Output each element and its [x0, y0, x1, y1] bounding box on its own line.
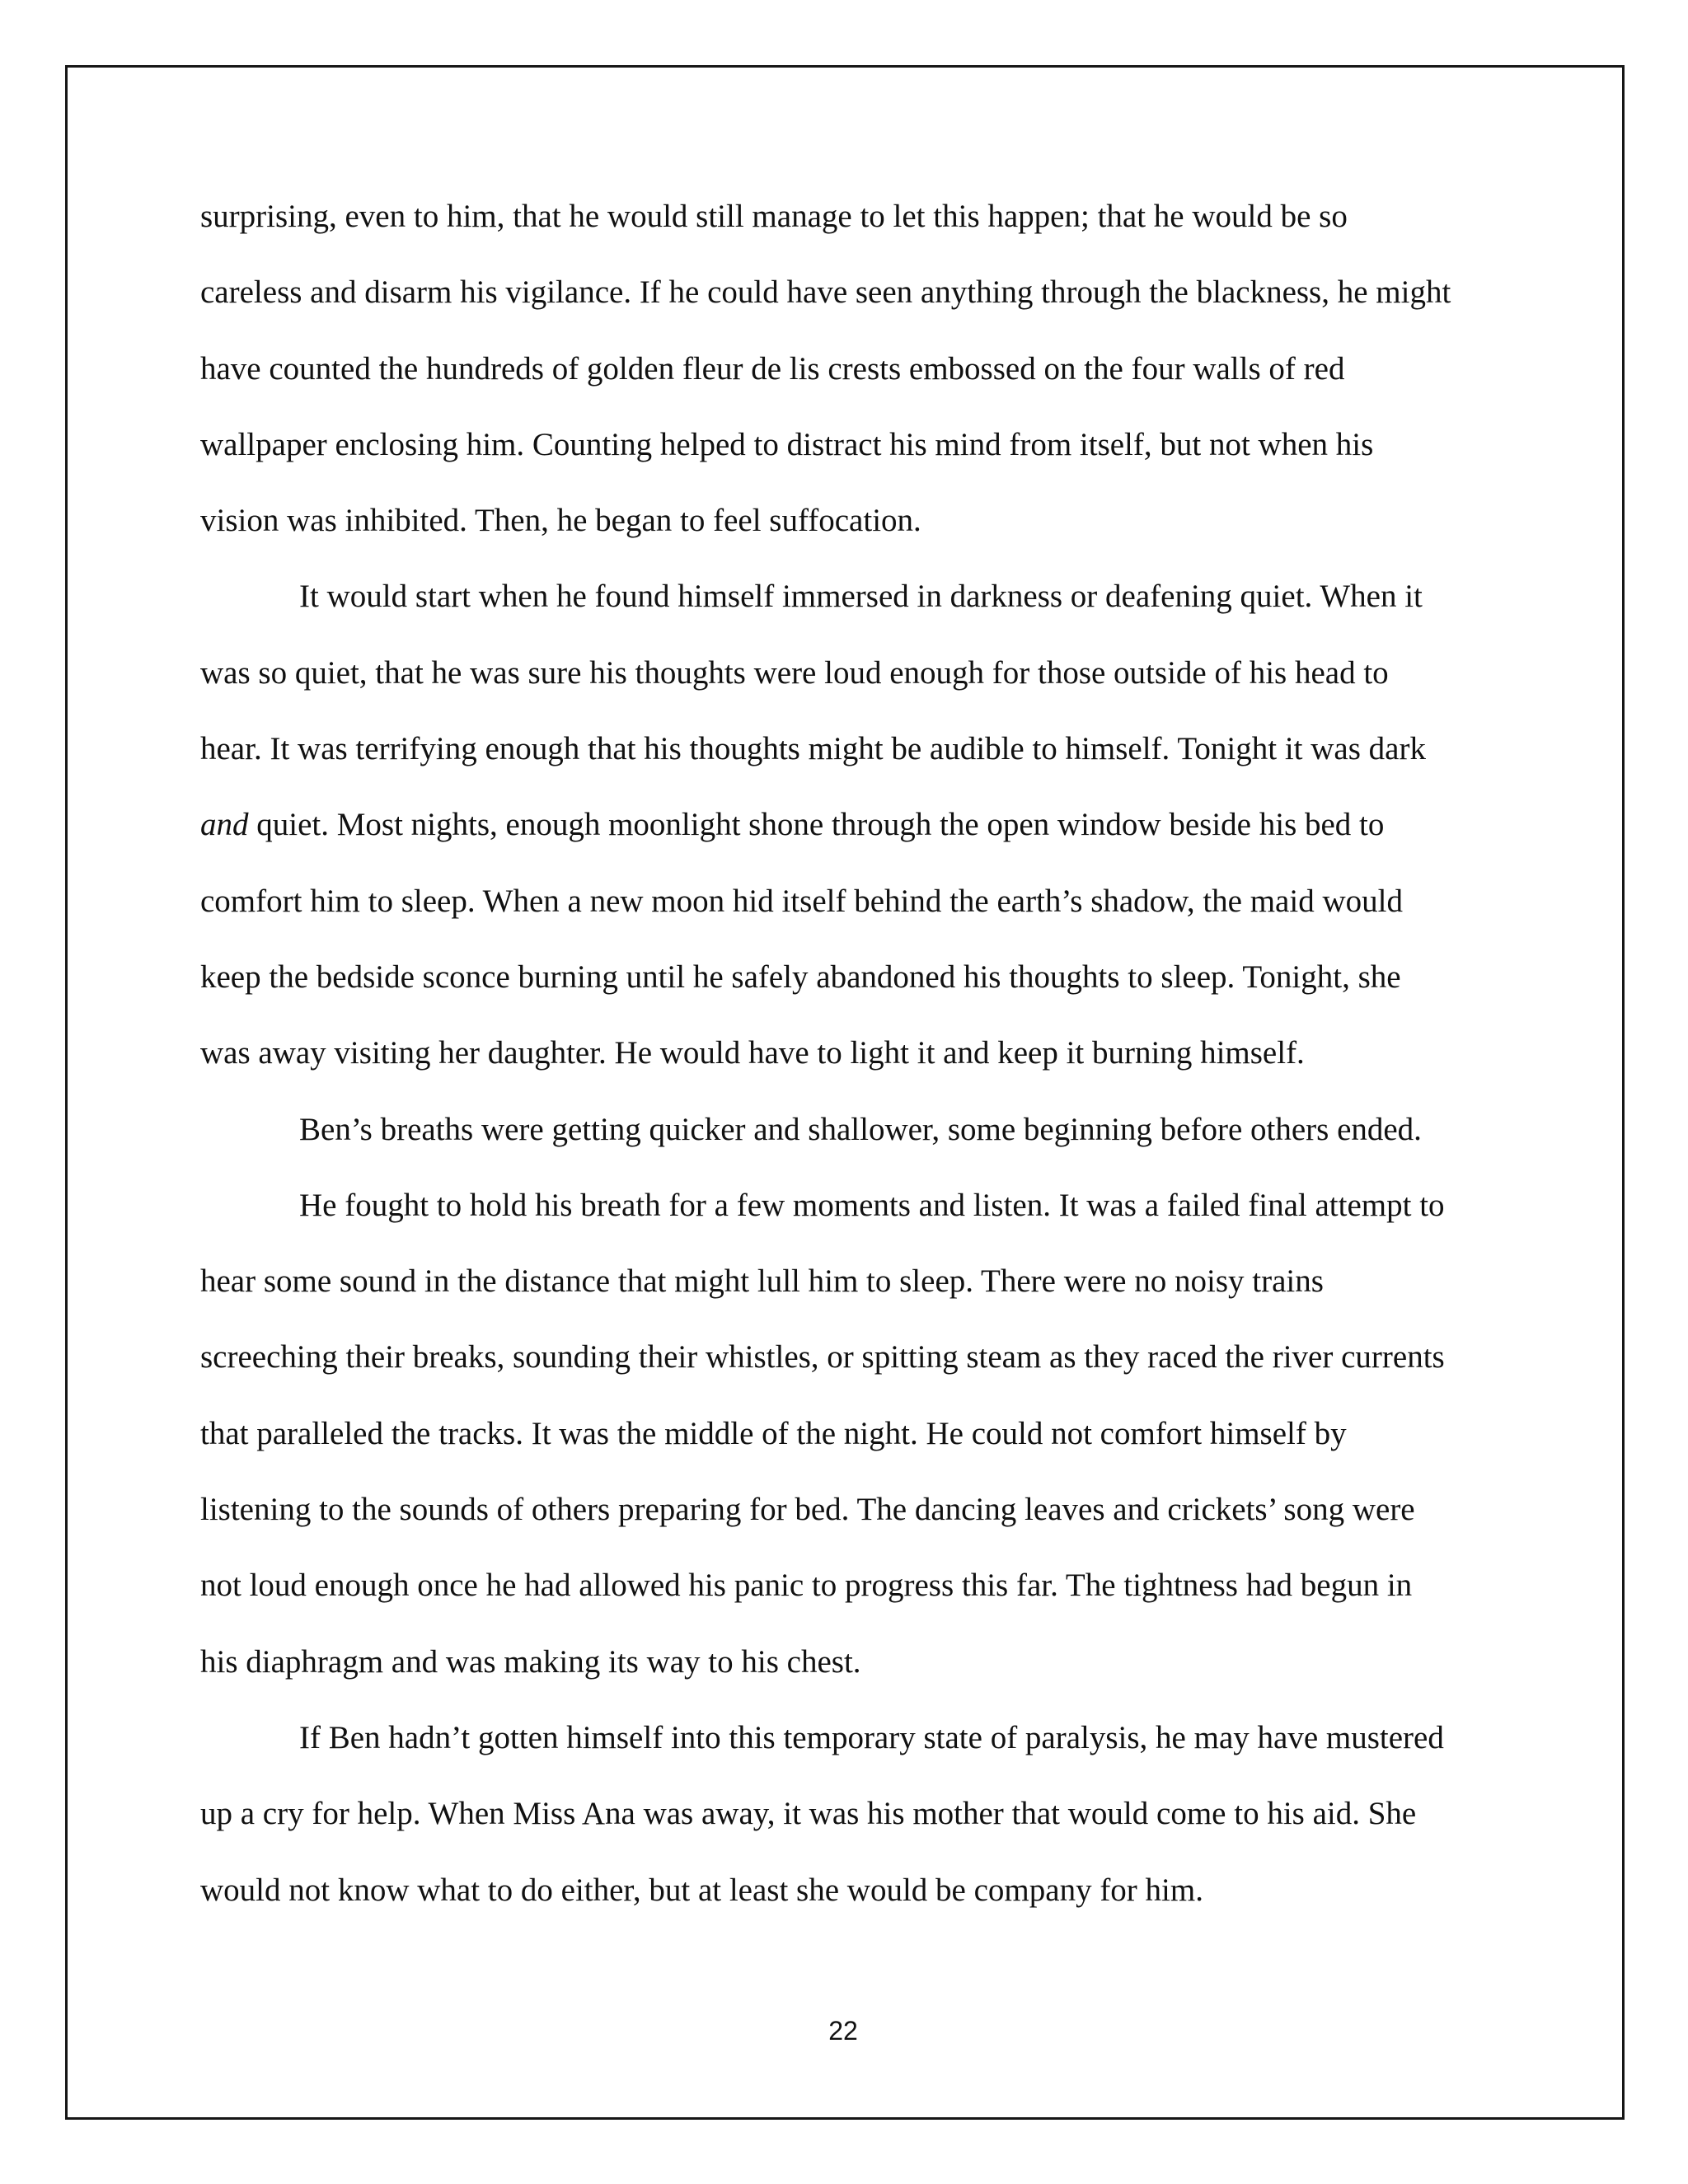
text-segment: surprising, even to him, that he would still manage to let this happen; that he would be so [200, 199, 1348, 234]
text-line [200, 1015, 1536, 1091]
page-number: 22 [828, 2016, 858, 2046]
text-line [200, 864, 1536, 940]
text-segment: hear. It was terrifying enough that his thoughts might be audible to himself. Tonight it was dark [200, 731, 1426, 767]
text-segment: not loud enough once he had allowed his panic to progress this far. The tightness had begun in [200, 1568, 1413, 1604]
text-line [200, 1319, 1536, 1395]
text-line [200, 1472, 1536, 1548]
text-segment: up a cry for help. When Miss Ana was away, it was his mother that would come to his aid. She [200, 1796, 1417, 1832]
text-segment: his diaphragm and was making its way to his chest. [200, 1643, 861, 1680]
text-segment: hear some sound in the distance that might lull him to sleep. There were no noisy trains [200, 1263, 1324, 1300]
text-line [200, 1244, 1536, 1319]
text-segment: vision was inhibited. Then, he began to feel suffocation. [200, 503, 921, 539]
text-line [200, 787, 1536, 863]
body-text [200, 179, 1536, 1929]
text-segment: was so quiet, that he was sure his thoughts were loud enough for those outside of his head to [200, 654, 1389, 691]
text-line [200, 559, 1536, 635]
text-segment: comfort him to sleep. When a new moon hid itself behind the earth’s shadow, the maid would [200, 883, 1403, 919]
text-segment: careless and disarm his vigilance. If he could have seen anything through the blackness, he might [200, 274, 1451, 311]
text-line [200, 1092, 1536, 1168]
text-segment: would not know what to do either, but at least she would be company for him. [200, 1872, 1203, 1908]
text-segment: quiet. Most nights, enough moonlight shone through the open window beside his bed to [248, 807, 1385, 843]
text-segment: screeching their breaks, sounding their whistles, or spitting steam as they raced the river currents [200, 1339, 1445, 1376]
text-line [200, 711, 1536, 787]
text-line [200, 1548, 1536, 1624]
text-segment: was away visiting her daughter. He would have to light it and keep it burning himself. [200, 1035, 1305, 1071]
text-segment: keep the bedside sconce burning until he safely abandoned his thoughts to sleep. Tonight, she [200, 958, 1401, 995]
text-segment: that paralleled the tracks. It was the middle of the night. He could not comfort himself by [200, 1415, 1347, 1451]
text-line [200, 1853, 1536, 1929]
text-segment: If Ben hadn’t gotten himself into this temporary state of paralysis, he may have mustered [299, 1719, 1444, 1755]
text-line [200, 255, 1536, 330]
text-line [200, 1624, 1536, 1700]
text-line [200, 179, 1536, 255]
text-line [200, 940, 1536, 1015]
italic-text: and [200, 807, 249, 843]
text-line [200, 407, 1536, 483]
text-segment: He fought to hold his breath for a few moments and listen. It was a failed final attempt to [299, 1187, 1445, 1223]
text-line [200, 635, 1536, 711]
text-line [200, 483, 1536, 559]
text-line [200, 1396, 1536, 1472]
text-segment: Ben’s breaths were getting quicker and shallower, some beginning before others ended. [299, 1111, 1422, 1147]
text-line [200, 1776, 1536, 1852]
text-line [200, 1700, 1536, 1776]
text-segment: wallpaper enclosing him. Counting helped to distract his mind from itself, but not when his [200, 426, 1374, 462]
text-segment: have counted the hundreds of golden fleur de lis crests embossed on the four walls of red [200, 350, 1345, 387]
text-line [200, 331, 1536, 407]
text-line [200, 1168, 1536, 1244]
text-segment: It would start when he found himself immersed in darkness or deafening quiet. When it [299, 579, 1423, 615]
text-segment: listening to the sounds of others preparing for bed. The dancing leaves and crickets’ song were [200, 1492, 1415, 1528]
